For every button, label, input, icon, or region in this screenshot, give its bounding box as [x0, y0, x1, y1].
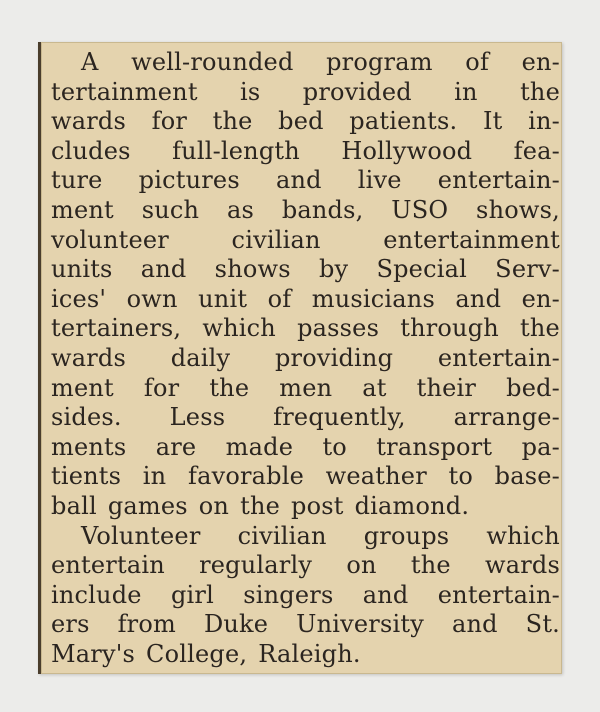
- text-line: [51, 344, 560, 374]
- word: the: [212, 107, 253, 136]
- word: is: [240, 77, 261, 106]
- word: en-: [521, 48, 560, 76]
- word: weather: [325, 462, 427, 491]
- word: and: [275, 166, 322, 195]
- word: ment: [51, 195, 114, 224]
- word: girl: [170, 580, 214, 609]
- word: pa-: [521, 432, 560, 461]
- word: well-rounded: [131, 48, 294, 76]
- text-line: [51, 255, 560, 285]
- word: fea-: [513, 136, 560, 165]
- word: the: [520, 77, 560, 106]
- word: cludes: [51, 136, 131, 165]
- word: musicians: [311, 284, 435, 313]
- text-line: [51, 196, 560, 226]
- word: program: [326, 48, 433, 76]
- text-line: [51, 433, 560, 463]
- word: include: [51, 580, 142, 609]
- word: arrange-: [453, 403, 560, 432]
- word: Less: [169, 403, 226, 432]
- word: tients: [51, 462, 122, 491]
- word: for: [151, 107, 188, 136]
- word: favorable: [187, 462, 305, 491]
- word: tertainment: [51, 77, 198, 106]
- word: in: [142, 462, 167, 491]
- word: groups: [363, 521, 450, 550]
- word: by: [318, 255, 349, 284]
- word: College,: [146, 639, 248, 668]
- text-line: [51, 581, 560, 611]
- word: ture: [51, 166, 103, 195]
- word: providing: [274, 343, 394, 372]
- text-line: [51, 166, 560, 196]
- word: and: [451, 610, 498, 639]
- word: entertain-: [437, 166, 560, 195]
- text-line: [51, 48, 560, 78]
- newspaper-clipping: [38, 42, 562, 674]
- word: through: [400, 314, 499, 343]
- text-line: [51, 137, 560, 167]
- word: volunteer: [51, 225, 169, 254]
- word: their: [416, 373, 477, 402]
- text-line: [51, 640, 560, 670]
- word: tertainers,: [51, 314, 182, 343]
- word: Serv-: [495, 255, 560, 284]
- word: passes: [297, 314, 380, 343]
- word: men: [279, 373, 333, 402]
- text-line: [51, 314, 560, 344]
- word: which: [202, 314, 276, 343]
- word: the: [209, 373, 250, 402]
- word: Mary's: [51, 639, 136, 668]
- word: USO: [391, 195, 449, 224]
- word: A: [81, 48, 99, 76]
- word: as: [226, 195, 255, 224]
- text-line: [51, 78, 560, 108]
- word: frequently,: [273, 403, 406, 432]
- word: unit: [198, 284, 248, 313]
- word: Raleigh.: [258, 639, 361, 668]
- word: bed: [278, 107, 324, 136]
- word: such: [141, 195, 200, 224]
- word: sides.: [51, 403, 122, 432]
- word: to: [322, 432, 347, 461]
- word: pictures: [138, 166, 240, 195]
- word: University: [296, 610, 424, 639]
- word: en-: [521, 284, 560, 313]
- word: bands,: [281, 195, 364, 224]
- word: the: [240, 491, 280, 520]
- word: on: [198, 491, 230, 520]
- word: patients.: [349, 107, 458, 136]
- word: shows,: [476, 195, 560, 224]
- word: Volunteer: [81, 521, 201, 550]
- text-line: [51, 462, 560, 492]
- word: entertain-: [437, 580, 560, 609]
- word: at: [362, 373, 387, 402]
- text-line: [51, 610, 560, 640]
- word: and: [362, 580, 409, 609]
- word: diamond.: [354, 491, 470, 520]
- word: bed-: [506, 373, 560, 402]
- word: entertain-: [437, 343, 560, 372]
- word: are: [155, 432, 197, 461]
- word: civilian: [231, 225, 321, 254]
- word: to: [448, 462, 474, 491]
- word: shows: [214, 255, 291, 284]
- word: the: [520, 314, 560, 343]
- text-line: [51, 374, 560, 404]
- word: transport: [376, 432, 493, 461]
- word: live: [357, 166, 402, 195]
- word: of: [267, 284, 292, 313]
- word: wards: [51, 107, 127, 136]
- text-line: [51, 107, 560, 137]
- text-line: [51, 522, 560, 552]
- word: own: [126, 284, 178, 313]
- word: singers: [243, 580, 334, 609]
- word: in: [454, 77, 478, 106]
- word: ices': [51, 284, 107, 313]
- word: Hollywood: [341, 136, 473, 165]
- word: made: [225, 432, 294, 461]
- word: post: [291, 491, 344, 520]
- word: entertainment: [383, 225, 560, 254]
- word: which: [486, 521, 560, 550]
- word: games: [107, 491, 188, 520]
- word: and: [140, 255, 187, 284]
- text-line: [51, 492, 560, 522]
- word: for: [143, 373, 180, 402]
- word: on: [346, 551, 377, 580]
- word: St.: [525, 610, 560, 639]
- word: ments: [51, 432, 127, 461]
- word: from: [117, 610, 176, 639]
- word: It: [482, 107, 503, 136]
- word: daily: [170, 343, 231, 372]
- word: of: [465, 48, 490, 76]
- text-line: [51, 551, 560, 581]
- word: entertain: [51, 551, 165, 580]
- clipping-text: [51, 48, 560, 669]
- text-line: [51, 403, 560, 433]
- word: wards: [484, 551, 560, 580]
- word: base-: [494, 462, 560, 491]
- word: civilian: [237, 521, 327, 550]
- word: units: [51, 255, 113, 284]
- word: wards: [51, 343, 127, 372]
- text-line: [51, 226, 560, 256]
- word: the: [410, 551, 451, 580]
- word: regularly: [199, 551, 313, 580]
- word: and: [455, 284, 502, 313]
- word: provided: [302, 77, 412, 106]
- text-line: [51, 285, 560, 315]
- word: ball: [51, 491, 97, 520]
- word: ment: [51, 373, 114, 402]
- word: Duke: [203, 610, 269, 639]
- word: ers: [51, 610, 90, 639]
- word: full-length: [172, 136, 300, 165]
- word: in-: [528, 107, 560, 136]
- word: Special: [376, 255, 467, 284]
